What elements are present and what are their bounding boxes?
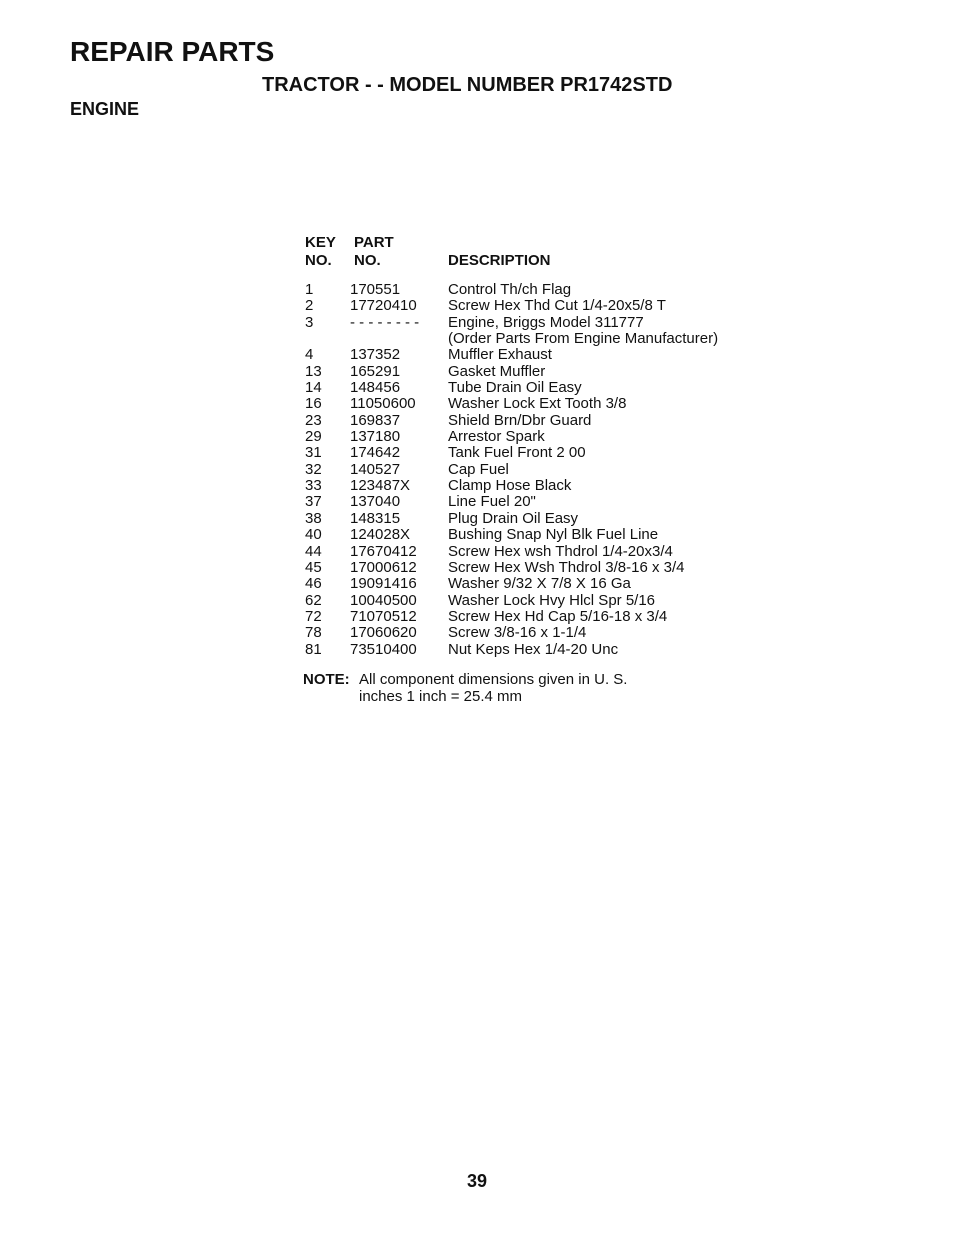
description-cell: Tank Fuel Front 2 00	[448, 444, 586, 462]
part-no-cell: 123487X	[350, 477, 411, 495]
part-no-cell: 169837	[350, 411, 401, 429]
part-no-cell: 19091416	[350, 575, 417, 593]
key-no-cell: 72	[305, 607, 322, 625]
description-cell: Tube Drain Oil Easy	[448, 379, 582, 397]
part-no-cell: 17000612	[350, 558, 417, 576]
description-cell: Nut Keps Hex 1/4-20 Unc	[448, 640, 619, 658]
note-label: NOTE:	[303, 671, 350, 688]
note-line2: inches 1 inch = 25.4 mm	[359, 688, 523, 705]
header-part-line1: PART	[354, 234, 394, 251]
description-cell: Shield Brn/Dbr Guard	[448, 411, 592, 429]
header-description: DESCRIPTION	[448, 252, 551, 269]
description-cell: Washer Lock Hvy Hlcl Spr 5/16	[448, 591, 656, 609]
part-no-cell: 137040	[350, 493, 401, 511]
key-no-cell: 29	[305, 428, 322, 446]
page-title: REPAIR PARTS	[70, 36, 275, 67]
part-no-cell: 10040500	[350, 591, 417, 609]
part-no-cell: 148315	[350, 509, 401, 527]
key-no-cell: 4	[305, 346, 314, 364]
description-cell: Control Th/ch Flag	[448, 281, 572, 298]
key-no-cell: 14	[305, 379, 322, 397]
key-no-cell: 46	[305, 575, 322, 593]
key-no-cell: 38	[305, 509, 322, 527]
description-cell: Engine, Briggs Model 311777	[448, 313, 644, 331]
part-no-cell: 137352	[350, 346, 401, 364]
key-no-cell: 37	[305, 493, 322, 511]
part-no-cell: 170551	[350, 281, 401, 298]
header-part-line2: NO.	[354, 252, 381, 269]
part-no-cell: 17060620	[350, 624, 417, 642]
description-cell: Screw Hex wsh Thdrol 1/4-20x3/4	[448, 542, 673, 560]
key-no-cell: 44	[305, 542, 322, 560]
part-no-cell: 165291	[350, 362, 401, 380]
key-no-cell: 32	[305, 460, 322, 478]
description-cell: Cap Fuel	[448, 460, 509, 478]
description-cell: Washer 9/32 X 7/8 X 16 Ga	[448, 575, 631, 593]
key-no-cell: 3	[305, 313, 314, 331]
key-no-cell: 40	[305, 526, 322, 544]
part-no-cell: 148456	[350, 379, 401, 397]
description-cell: Line Fuel 20"	[448, 493, 536, 511]
part-no-cell: 137180	[350, 428, 401, 446]
part-no-cell: 17720410	[350, 297, 417, 315]
description-cell: Washer Lock Ext Tooth 3/8	[448, 395, 627, 413]
description-cell: Screw Hex Wsh Thdrol 3/8-16 x 3/4	[448, 558, 685, 576]
key-no-cell: 23	[305, 411, 322, 429]
section-heading: ENGINE	[70, 99, 140, 119]
note-line1: All component dimensions given in U. S.	[359, 671, 628, 688]
key-no-cell: 2	[305, 297, 314, 315]
description-cell: (Order Parts From Engine Manufacturer)	[448, 330, 719, 348]
key-no-cell: 31	[305, 444, 322, 462]
header-key-line1: KEY	[305, 234, 336, 251]
part-no-cell: 71070512	[350, 607, 417, 625]
key-no-cell: 81	[305, 640, 322, 658]
key-no-cell: 78	[305, 624, 322, 642]
key-no-cell: 16	[305, 395, 322, 413]
part-no-cell: 140527	[350, 460, 401, 478]
model-subtitle: TRACTOR - - MODEL NUMBER PR1742STD	[262, 74, 673, 96]
part-no-cell: 11050600	[350, 395, 416, 413]
part-no-cell: 174642	[350, 444, 401, 462]
description-cell: Clamp Hose Black	[448, 477, 572, 495]
key-no-cell: 62	[305, 591, 322, 609]
key-no-cell: 45	[305, 558, 322, 576]
key-no-cell: 1	[305, 281, 314, 298]
header-key-line2: NO.	[305, 252, 332, 269]
part-no-cell: 124028X	[350, 526, 411, 544]
description-cell: Arrestor Spark	[448, 428, 545, 446]
part-no-cell: - - - - - - - -	[350, 313, 420, 331]
key-no-cell: 13	[305, 362, 322, 380]
part-no-cell: 73510400	[350, 640, 417, 658]
key-no-cell: 33	[305, 477, 322, 495]
page-number: 39	[466, 1171, 488, 1191]
description-cell: Screw Hex Thd Cut 1/4-20x5/8 T	[448, 297, 666, 315]
description-cell: Gasket Muffler	[448, 362, 546, 380]
description-cell: Muffler Exhaust	[448, 346, 552, 364]
description-cell: Screw Hex Hd Cap 5/16-18 x 3/4	[448, 607, 668, 625]
description-cell: Bushing Snap Nyl Blk Fuel Line	[448, 526, 659, 544]
description-cell: Plug Drain Oil Easy	[448, 509, 579, 527]
description-cell: Screw 3/8-16 x 1-1/4	[448, 624, 587, 642]
part-no-cell: 17670412	[350, 542, 417, 560]
